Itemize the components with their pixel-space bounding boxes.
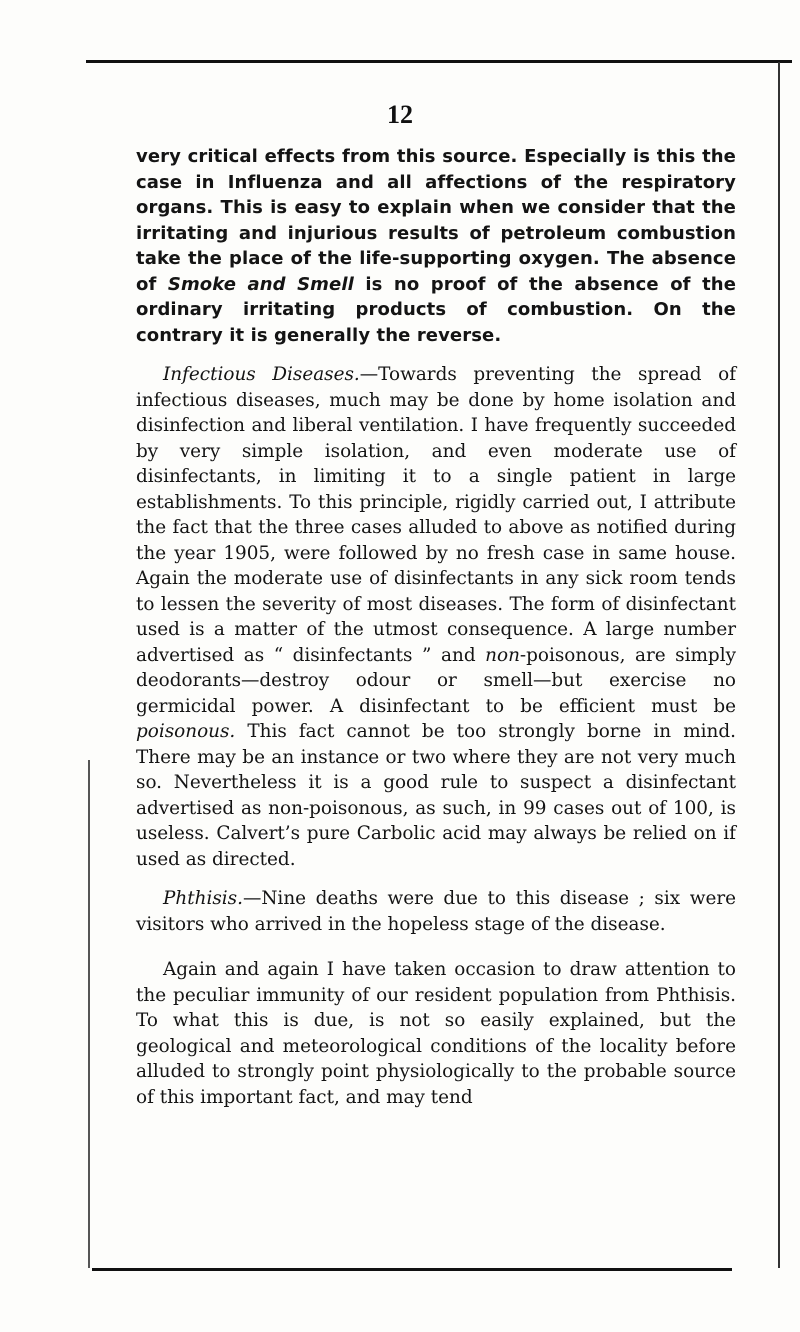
- left-border-rule: [88, 760, 90, 1268]
- paragraph-phthisis: [136, 886, 736, 937]
- paragraph-text: very critical effects from this source. Especially is this the case in Influenza and all affections of the respiratory organs. This is easy to explain when we consider that the irritating and injurious results of petroleum combustion take the place of the life-supporting oxygen. The absence of: [136, 146, 736, 295]
- paragraph-text: This fact cannot be too strongly borne in mind. There may be an instance or two where they are not very much so. Nevertheless it is a good rule to suspect a disinfectant advertised as non-poisonous, as such, in 99 cases out of 100, is useless. Calvert’s pure Carbolic acid may always be relied on if used as directed.: [136, 721, 736, 870]
- right-border-rule: [778, 62, 780, 1268]
- body-text: [136, 144, 736, 1110]
- emphasis-smoke-and-smell: Smoke and Smell: [167, 273, 354, 295]
- paragraph-text: Again and again I have taken occasion to draw attention to the peculiar immunity of our resident population from Phthisis. To what this is due, is not so easily explained, but the geological and meteorological conditions of the locality before alluded to strongly point physiologically to the probable source of this important fact, and may tend: [136, 959, 736, 1108]
- paragraph-immunity: [136, 957, 736, 1110]
- top-border-rule: [86, 60, 792, 63]
- emphasis-non: non: [485, 644, 520, 666]
- bottom-border-rule: [92, 1268, 732, 1271]
- page-number: 12: [387, 100, 413, 129]
- section-heading-phthisis: Phthisis.: [163, 888, 243, 909]
- paragraph-infectious-diseases: [136, 362, 736, 872]
- paragraph-respiratory: [136, 144, 736, 348]
- paragraph-text: —Towards preventing the spread of infectious diseases, much may be done by home isolation and disinfection and liberal ventilation. I have frequently succeeded by very simple isolation, and even moderate use of disinfectants, in limiting it to a single patient in large establishments. To this principle, rigidly carried out, I attribute the fact that the three cases alluded to above as notified during the year 1905, were followed by no fresh case in same house. Again the moderate use of disinfectants in any sick room tends to lessen the severity of most diseases. The form of disinfectant used is a matter of the utmost consequence. A large number advertised as “ disinfectants ” and: [136, 364, 736, 666]
- emphasis-poisonous: poisonous.: [136, 721, 236, 742]
- section-heading-infectious-diseases: Infectious Diseases.: [163, 364, 360, 385]
- paragraph-text: -poisonous, are simply deodorants—destroy odour or smell—but exercise no germicidal power. A disinfectant to be efficient must be: [136, 644, 736, 717]
- paragraph-text: —Nine deaths were due to this disease ; six were visitors who arrived in the hopeless stage of the disease.: [136, 888, 736, 935]
- paragraph-text: is no proof of the absence of the ordinary irritating products of combustion. On the contrary it is generally the reverse.: [136, 273, 737, 346]
